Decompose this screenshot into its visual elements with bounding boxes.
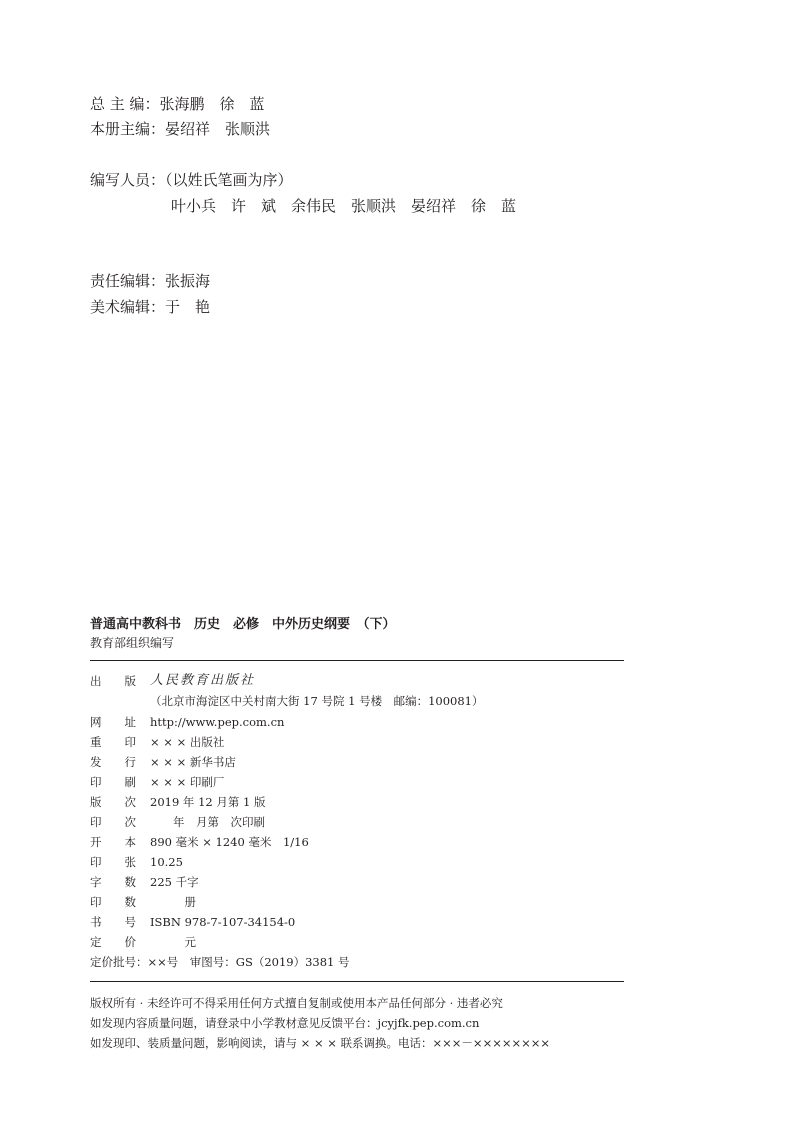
top-divider <box>90 660 624 661</box>
isbn-label: 书 号 <box>90 915 136 929</box>
format-value: 890 毫米 × 1240 毫米 1/16 <box>150 835 309 849</box>
distribution-value: × × × 新华书店 <box>150 755 236 769</box>
sheets-label: 印 张 <box>90 855 136 869</box>
writers-names: 叶小兵 许 斌 余伟民 张顺洪 晏绍祥 徐 蓝 <box>171 197 517 215</box>
distribution-label: 发 行 <box>90 755 136 769</box>
price-label: 定 价 <box>90 935 136 949</box>
publisher-logo: 人民教育出版社 <box>150 673 256 688</box>
responsible-editor: 责任编辑：张振海 <box>90 272 211 290</box>
copies-value: 册 <box>150 895 196 909</box>
volume-editor: 本册主编：晏绍祥 张顺洪 <box>90 120 271 138</box>
art-editor: 美术编辑：于 艳 <box>90 298 211 316</box>
website-link[interactable]: http://www.pep.com.cn <box>150 715 285 729</box>
print-issue-notice: 如发现印、装质量问题，影响阅读，请与 × × × 联系调换。电话：×××－×××××××× <box>90 1036 551 1050</box>
copies-label: 印 数 <box>90 895 136 909</box>
writers-label: 编写人员：（以姓氏笔画为序） <box>90 171 293 189</box>
isbn-value: ISBN 978-7-107-34154-0 <box>150 915 296 929</box>
bottom-divider <box>90 981 624 982</box>
format-label: 开 本 <box>90 835 136 849</box>
approval-numbers: 定价批号：××号 审图号：GS（2019）3381 号 <box>90 955 350 969</box>
book-title: 普通高中教科书 历史 必修 中外历史纲要 （下） <box>90 617 396 632</box>
sheets-value: 10.25 <box>150 855 183 869</box>
compiled-by: 教育部组织编写 <box>90 636 175 650</box>
edition-value: 2019 年 12 月第 1 版 <box>150 795 266 809</box>
words-value: 225 千字 <box>150 875 199 889</box>
publisher-address: （北京市海淀区中关村南大街 17 号院 1 号楼 邮编：100081） <box>150 694 484 708</box>
reprint-label: 重 印 <box>90 735 136 749</box>
edition-label: 版 次 <box>90 795 136 809</box>
printing-value: × × × 印刷厂 <box>150 775 225 789</box>
reprint-value: × × × 出版社 <box>150 735 225 749</box>
impression-label: 印 次 <box>90 815 136 829</box>
publisher-label: 出 版 <box>90 674 136 688</box>
words-label: 字 数 <box>90 875 136 889</box>
copyright-notice: 版权所有 · 未经许可不得采用任何方式擅自复制或使用本产品任何部分 · 违者必究 <box>90 996 503 1010</box>
price-value: 元 <box>150 935 196 949</box>
website-label: 网 址 <box>90 715 136 729</box>
chief-editor: 总 主 编：张海鹏 徐 蓝 <box>90 95 265 113</box>
impression-value: 年 月第 次印刷 <box>150 815 265 829</box>
feedback-notice: 如发现内容质量问题，请登录中小学教材意见反馈平台：jcyjfk.pep.com.cn <box>90 1016 480 1030</box>
printing-label: 印 刷 <box>90 775 136 789</box>
